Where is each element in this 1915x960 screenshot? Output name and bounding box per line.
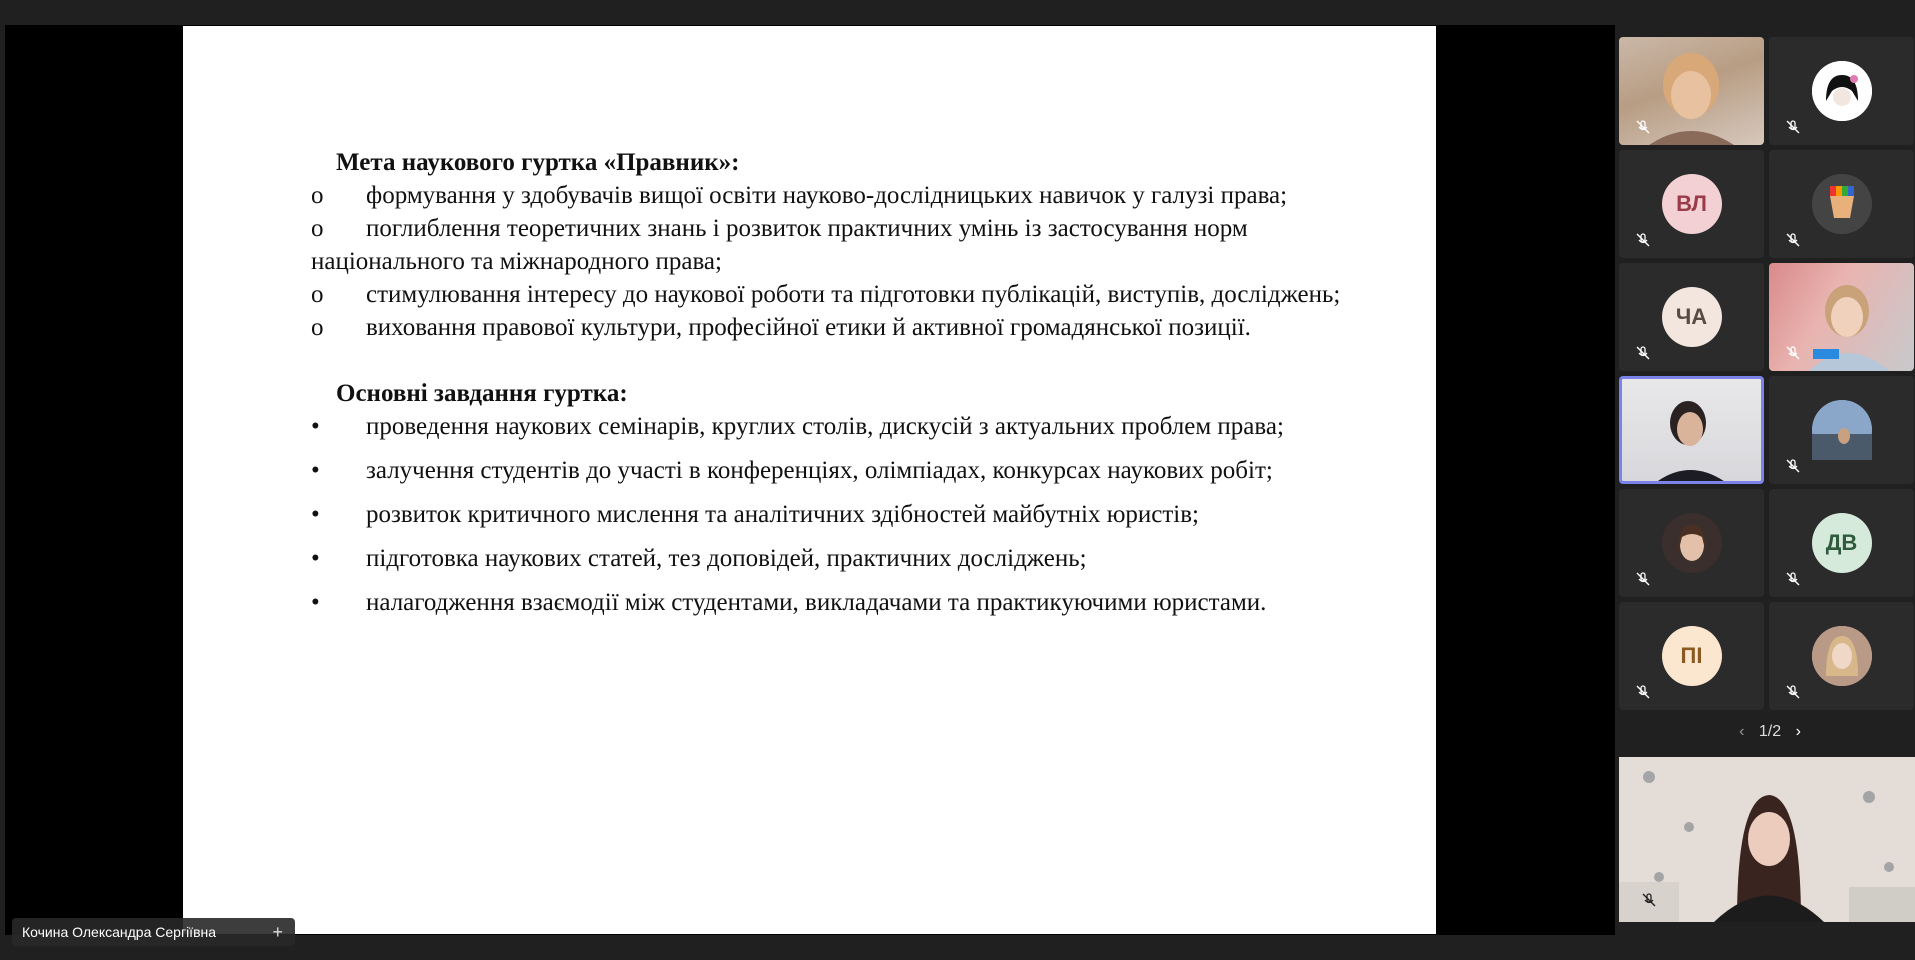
avatar	[1812, 174, 1872, 234]
participant-tile[interactable]	[1769, 263, 1914, 371]
mic-off-icon	[1635, 684, 1651, 700]
goal-item: o стимулювання інтересу до наукової роботи та підготовки публікацій, виступів, досліджень;	[311, 281, 1341, 308]
presentation-slide	[183, 26, 1436, 934]
avatar	[1812, 626, 1872, 686]
slide-heading-goals: Мета наукового гуртка «Правник»:	[336, 149, 740, 176]
participant-tile[interactable]	[1769, 489, 1914, 597]
mic-off-icon	[1785, 571, 1801, 587]
participant-tile[interactable]	[1619, 489, 1764, 597]
participant-tile[interactable]	[1619, 263, 1764, 371]
task-item: • проведення наукових семінарів, круглих столів, дискусій з актуальних проблем права;	[311, 413, 1284, 440]
self-video	[1619, 757, 1915, 922]
participant-tile-speaking[interactable]	[1619, 376, 1764, 484]
self-video-tile[interactable]	[1619, 757, 1915, 922]
mic-off-icon	[1635, 119, 1651, 135]
avatar	[1812, 61, 1872, 121]
task-item: • розвиток критичного мислення та аналітичних здібностей майбутніх юристів;	[311, 501, 1199, 528]
chevron-left-icon[interactable]: ‹	[1739, 723, 1745, 740]
goal-item: o виховання правової культури, професійної етики й активної громадянської позиції.	[311, 314, 1251, 341]
chevron-right-icon[interactable]: ›	[1795, 723, 1801, 740]
avatar	[1812, 400, 1872, 460]
avatar	[1662, 513, 1722, 573]
tasks-list	[311, 410, 1351, 619]
mic-off-icon	[1785, 684, 1801, 700]
avatar-initials: ПІ	[1662, 626, 1722, 686]
avatar-initials: ЧА	[1662, 287, 1722, 347]
mic-off-icon	[1641, 892, 1657, 908]
participants-pager	[1720, 720, 1820, 744]
add-icon[interactable]: +	[272, 922, 283, 942]
mic-off-icon	[1785, 345, 1801, 361]
page-indicator: 1/2	[1758, 723, 1782, 740]
participant-tile[interactable]	[1619, 37, 1764, 145]
mic-off-icon	[1785, 232, 1801, 248]
participant-tile[interactable]	[1769, 376, 1914, 484]
task-item: • підготовка наукових статей, тез доповідей, практичних досліджень;	[311, 545, 1087, 572]
participant-tile[interactable]	[1769, 150, 1914, 258]
mic-off-icon	[1635, 571, 1651, 587]
goal-item: o формування у здобувачів вищої освіти науково-дослідницьких навичок у галузі права;	[311, 182, 1288, 209]
participant-tile[interactable]	[1619, 150, 1764, 258]
mic-off-icon	[1785, 119, 1801, 135]
participant-tile[interactable]	[1619, 602, 1764, 710]
avatar-initials: ВЛ	[1662, 174, 1722, 234]
mic-off-icon	[1635, 232, 1651, 248]
presenter-name-label	[12, 918, 295, 946]
slide-heading-tasks: Основні завдання гуртка:	[336, 380, 628, 407]
goals-list	[311, 179, 1351, 344]
avatar-initials: ДВ	[1812, 513, 1872, 573]
participant-tile[interactable]	[1769, 602, 1914, 710]
task-item: • залучення студентів до участі в конференціях, олімпіадах, конкурсах наукових робіт;	[311, 457, 1273, 484]
mic-off-icon	[1635, 345, 1651, 361]
participant-video	[1622, 379, 1761, 481]
participant-tile[interactable]	[1769, 37, 1914, 145]
task-item: • налагодження взаємодії між студентами, викладачами та практикуючими юристами.	[311, 589, 1267, 616]
mic-off-icon	[1785, 458, 1801, 474]
goal-item: o поглиблення теоретичних знань і розвиток практичних умінь із застосування норм національного та міжнародного права;	[311, 215, 1248, 275]
presenter-name: Кочина Олександра Сергіївна	[22, 924, 217, 940]
